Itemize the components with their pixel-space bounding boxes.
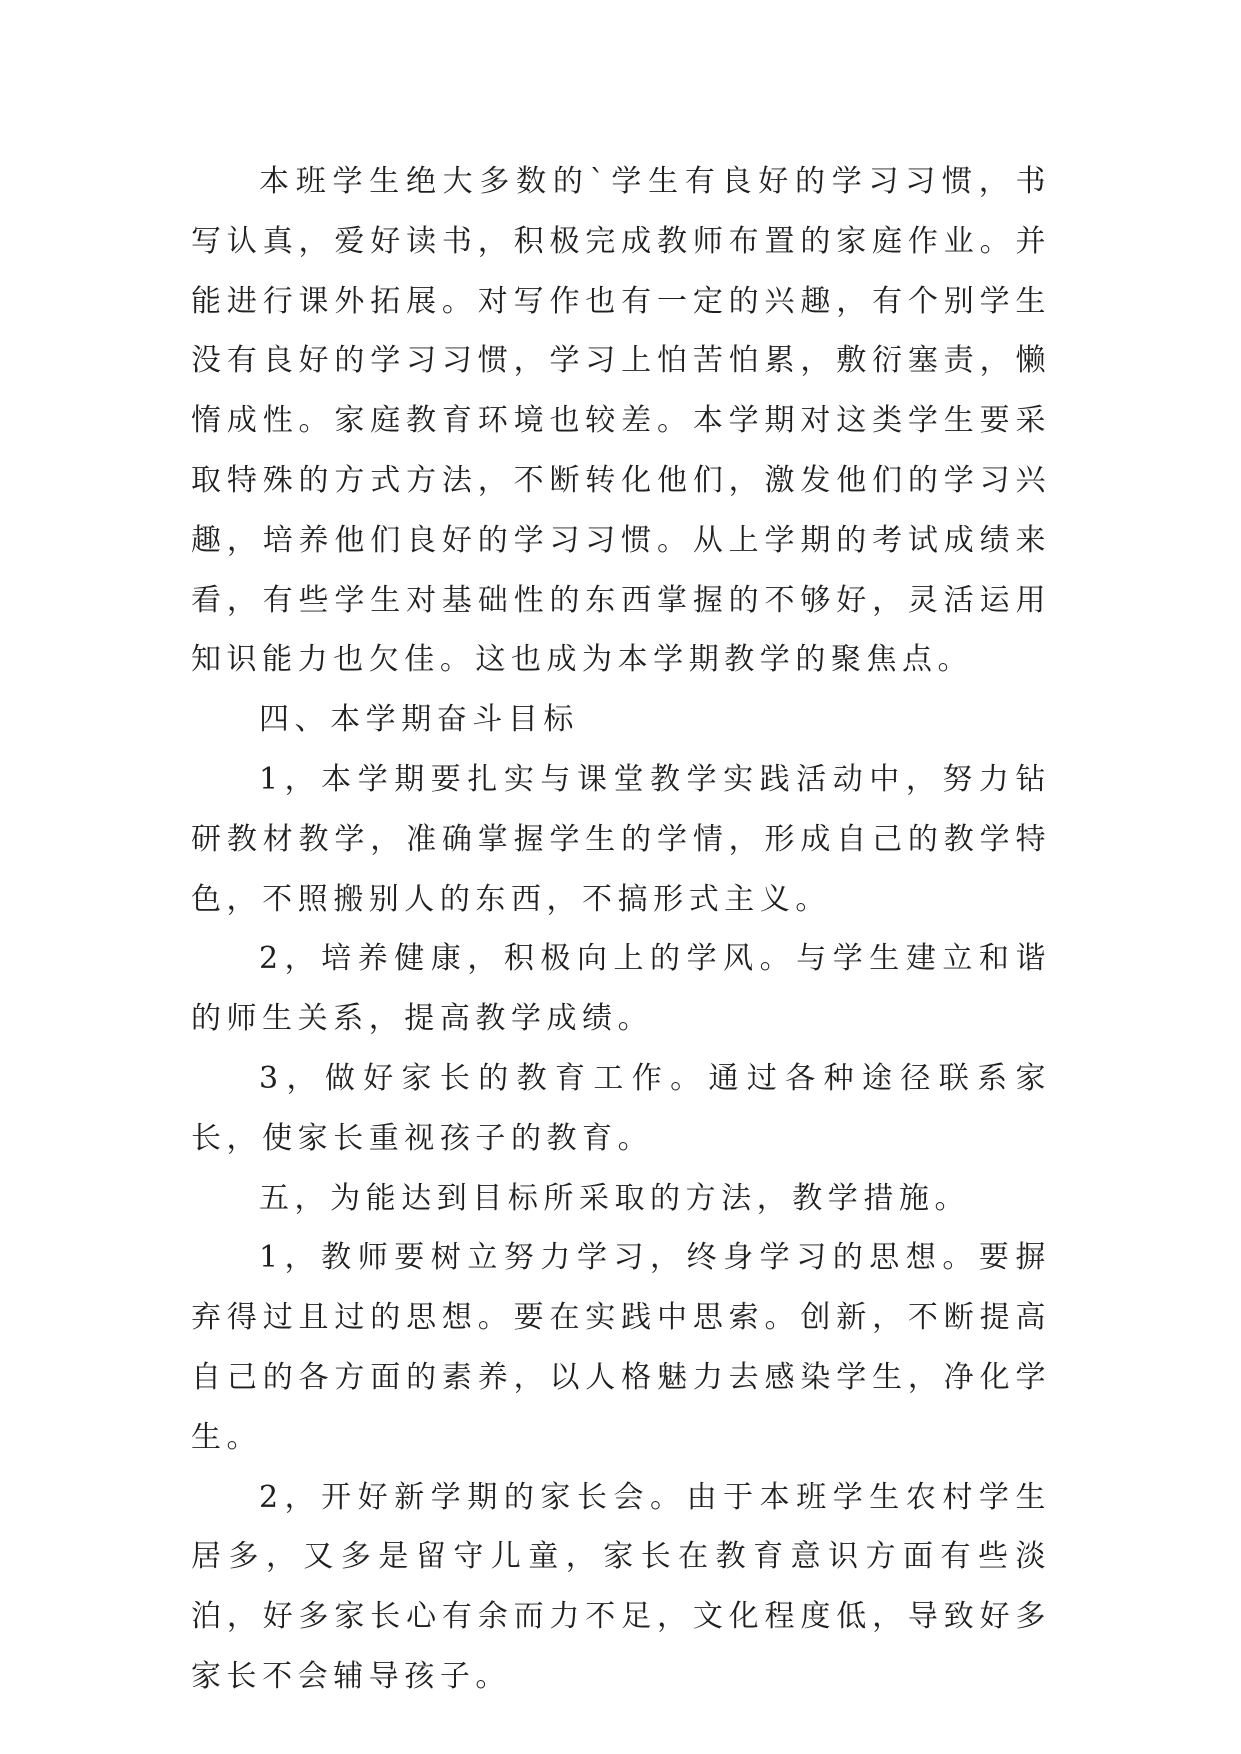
heading-methods: 五，为能达到目标所采取的方法，教学措施。 <box>259 1180 970 1216</box>
paragraph-student-analysis: 本班学生绝大多数的`学生有良好的学习习惯，书写认真，爱好读书，积极完成教师布置的家庭作业。并能进行课外拓展。对写作也有一定的兴趣，有个别学生没有良好的学习习惯，学习上怕苦怕累，敷衍塞责，懒惰成性。家庭教育环境也较差。本学期对这类学生要采取特殊的方式方法，不断转化他们，激发他们的学习兴趣，培养他们良好的学习习惯。从上学期的考试成绩来看，有些学生对基础性的东西掌握的不够好，灵活运用知识能力也欠佳。这也成为本学期教学的聚焦点。 <box>191 164 1051 678</box>
paragraph-goal-3: 3，做好家长的教育工作。通过各种途径联系家长，使家长重视孩子的教育。 <box>191 1060 1051 1156</box>
paragraph-method-2: 2，开好新学期的家长会。由于本班学生农村学生居多，又多是留守儿童，家长在教育意识方面有些淡泊，好多家长心有余而力不足，文化程度低，导致好多家长不会辅导孩子。 <box>191 1479 1051 1694</box>
document-page <box>191 152 1051 1707</box>
paragraph-goal-2: 2，培养健康，积极向上的学风。与学生建立和谐的师生关系，提高教学成绩。 <box>191 941 1051 1037</box>
paragraph-method-1: 1，教师要树立努力学习，终身学习的思想。要摒弃得过且过的思想。要在实践中思索。创新，不断提高自己的各方面的素养，以人格魅力去感染学生，净化学生。 <box>191 1240 1051 1455</box>
heading-semester-goals: 四、本学期奋斗目标 <box>259 702 579 738</box>
paragraph-goal-1: 1，本学期要扎实与课堂教学实践活动中，努力钻研教材教学，准确掌握学生的学情，形成自己的教学特色，不照搬别人的东西，不搞形式主义。 <box>191 761 1051 917</box>
